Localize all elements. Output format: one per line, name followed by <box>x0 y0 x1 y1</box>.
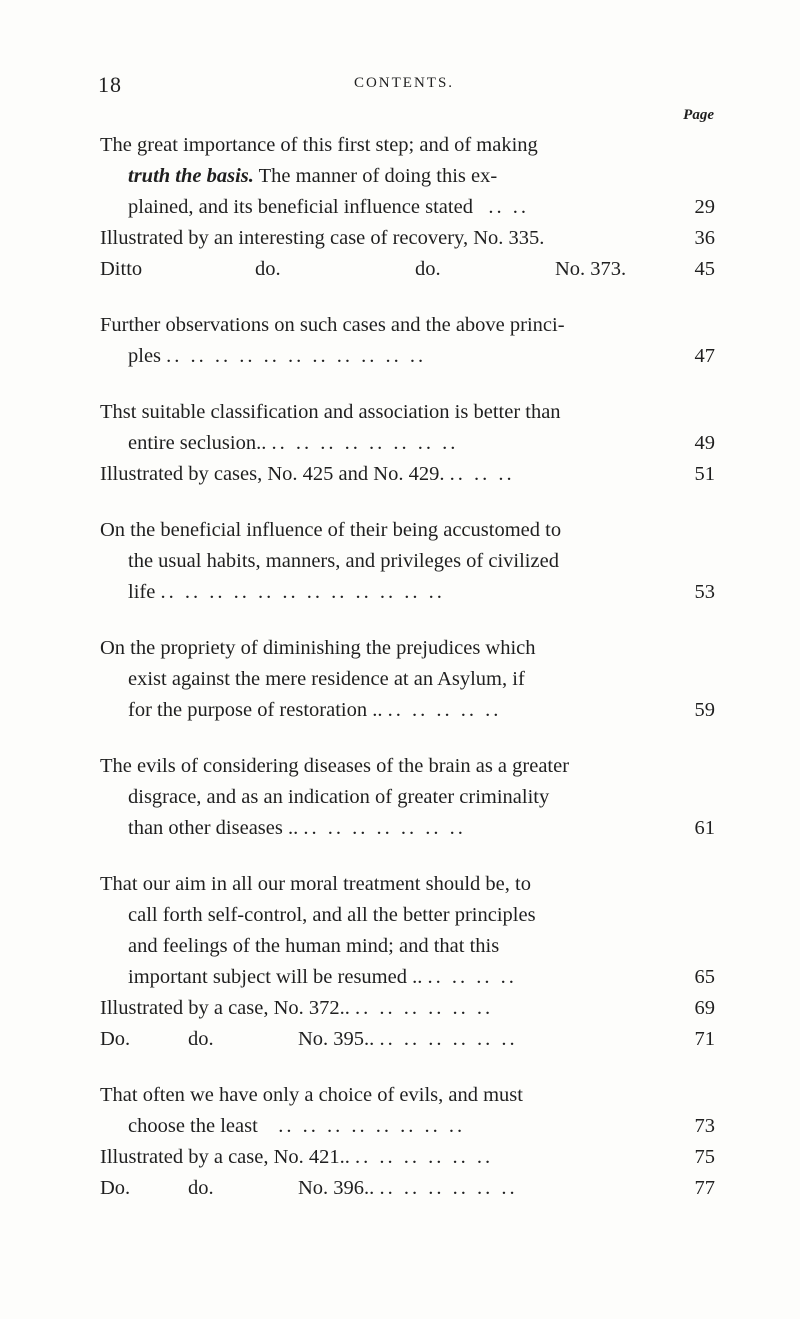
page-column-label: Page <box>683 107 714 123</box>
toc-entry <box>100 633 715 726</box>
toc-entry <box>100 459 715 490</box>
dot-leader: .. .. .. .. .. .. <box>379 1028 518 1050</box>
entry-line: life .. .. .. .. .. .. .. .. .. .. .. .. <box>128 581 445 603</box>
entry-line: choose the least .. .. .. .. .. .. .. .. <box>128 1115 466 1137</box>
entry-line: Further observations on such cases and the above princi- <box>100 314 565 336</box>
toc-entry <box>100 1142 715 1173</box>
entry-line: On the propriety of diminishing the prejudices which <box>100 637 536 659</box>
toc-entry <box>100 223 715 254</box>
entry-line: Illustrated by cases, No. 425 and No. 429. .. .. .. <box>100 463 515 485</box>
toc-entry <box>100 397 715 459</box>
dot-leader: .. .. .. .. .. <box>387 699 502 721</box>
page-ref: 77 <box>694 1177 715 1199</box>
dot-leader: .. .. .. .. .. .. .. .. .. .. .. <box>166 345 427 367</box>
entry-line: ples .. .. .. .. .. .. .. .. .. .. .. <box>128 345 427 367</box>
toc-entry <box>100 1024 715 1055</box>
page-ref: 75 <box>694 1146 715 1168</box>
dot-leader: .. .. .. <box>449 463 515 485</box>
running-title: CONTENTS. <box>353 75 455 91</box>
dot-leader: .. .. <box>488 196 529 218</box>
toc-entry <box>100 130 715 223</box>
entry-line: The evils of considering diseases of the brain as a greater <box>100 755 570 777</box>
page-ref: 51 <box>694 463 715 485</box>
page-ref: 36 <box>694 227 715 249</box>
dot-leader: .. .. .. .. .. .. .. .. <box>271 432 459 454</box>
entry-line: the usual habits, manners, and privileges of civilized <box>128 550 559 572</box>
dot-leader: .. .. .. .. .. .. .. .. <box>278 1115 466 1137</box>
toc-entry <box>100 254 715 285</box>
page-ref: 53 <box>694 581 715 603</box>
page-ref: 73 <box>694 1115 715 1137</box>
toc-entry <box>100 515 715 608</box>
page-ref: 59 <box>694 699 715 721</box>
toc-entry <box>100 751 715 844</box>
entry-line: Illustrated by an interesting case of recovery, No. 335. <box>100 227 545 249</box>
page-header <box>98 72 710 100</box>
entry-line: Do. do. No. 395.. .. .. .. .. .. .. <box>100 1028 518 1050</box>
page-number: 18 <box>98 72 122 97</box>
entry-line: Ditto do. do. No. 373. <box>100 258 627 280</box>
page-ref: 29 <box>694 196 715 218</box>
table-of-contents <box>100 130 715 1204</box>
toc-entry <box>100 310 715 372</box>
page-ref: 49 <box>694 432 715 454</box>
entry-line: exist against the mere residence at an Asylum, if <box>128 668 525 690</box>
entry-line: truth the basis. The manner of doing this ex- <box>128 165 498 187</box>
entry-line: than other diseases .. .. .. .. .. .. .. .. <box>128 817 466 839</box>
entry-line: entire seclusion.. .. .. .. .. .. .. .. .. <box>128 432 459 454</box>
dot-leader: .. .. .. .. <box>427 966 517 988</box>
dot-leader: .. .. .. .. .. .. <box>379 1177 518 1199</box>
entry-line: On the beneficial influence of their being accustomed to <box>100 519 562 541</box>
page-ref: 71 <box>694 1028 715 1050</box>
page-ref: 47 <box>694 345 715 367</box>
dot-leader: .. .. .. .. .. .. <box>355 1146 494 1168</box>
toc-entry <box>100 1173 715 1204</box>
page-ref: 61 <box>694 817 715 839</box>
entry-line: important subject will be resumed .. .. .. .. .. <box>128 966 517 988</box>
entry-line: plained, and its beneficial influence stated .. .. <box>128 196 529 218</box>
entry-line: Illustrated by a case, No. 372.. .. .. .. .. .. .. <box>100 997 494 1019</box>
entry-line: Do. do. No. 396.. .. .. .. .. .. .. <box>100 1177 518 1199</box>
entry-line: The great importance of this first step; and of making <box>100 134 538 156</box>
page-ref: 69 <box>694 997 715 1019</box>
entry-line: That our aim in all our moral treatment should be, to <box>100 873 531 895</box>
dot-leader: .. .. .. .. .. .. <box>355 997 494 1019</box>
toc-entry <box>100 993 715 1024</box>
entry-line: Thst suitable classification and association is better than <box>100 401 561 423</box>
page-ref: 45 <box>694 258 715 280</box>
entry-line: disgrace, and as an indication of greater criminality <box>128 786 550 808</box>
entry-line: Illustrated by a case, No. 421.. .. .. .. .. .. .. <box>100 1146 494 1168</box>
toc-entry <box>100 869 715 993</box>
toc-entry <box>100 1080 715 1142</box>
entry-line: and feelings of the human mind; and that this <box>128 935 500 957</box>
italic-phrase: truth the basis. <box>128 165 254 187</box>
dot-leader: .. .. .. .. .. .. .. .. .. .. .. .. <box>160 581 445 603</box>
entry-line: call forth self-control, and all the better principles <box>128 904 536 926</box>
entry-line: That often we have only a choice of evils, and must <box>100 1084 523 1106</box>
entry-line: for the purpose of restoration .. .. .. .. .. .. <box>128 699 502 721</box>
page-ref: 65 <box>694 966 715 988</box>
dot-leader: .. .. .. .. .. .. .. <box>303 817 466 839</box>
